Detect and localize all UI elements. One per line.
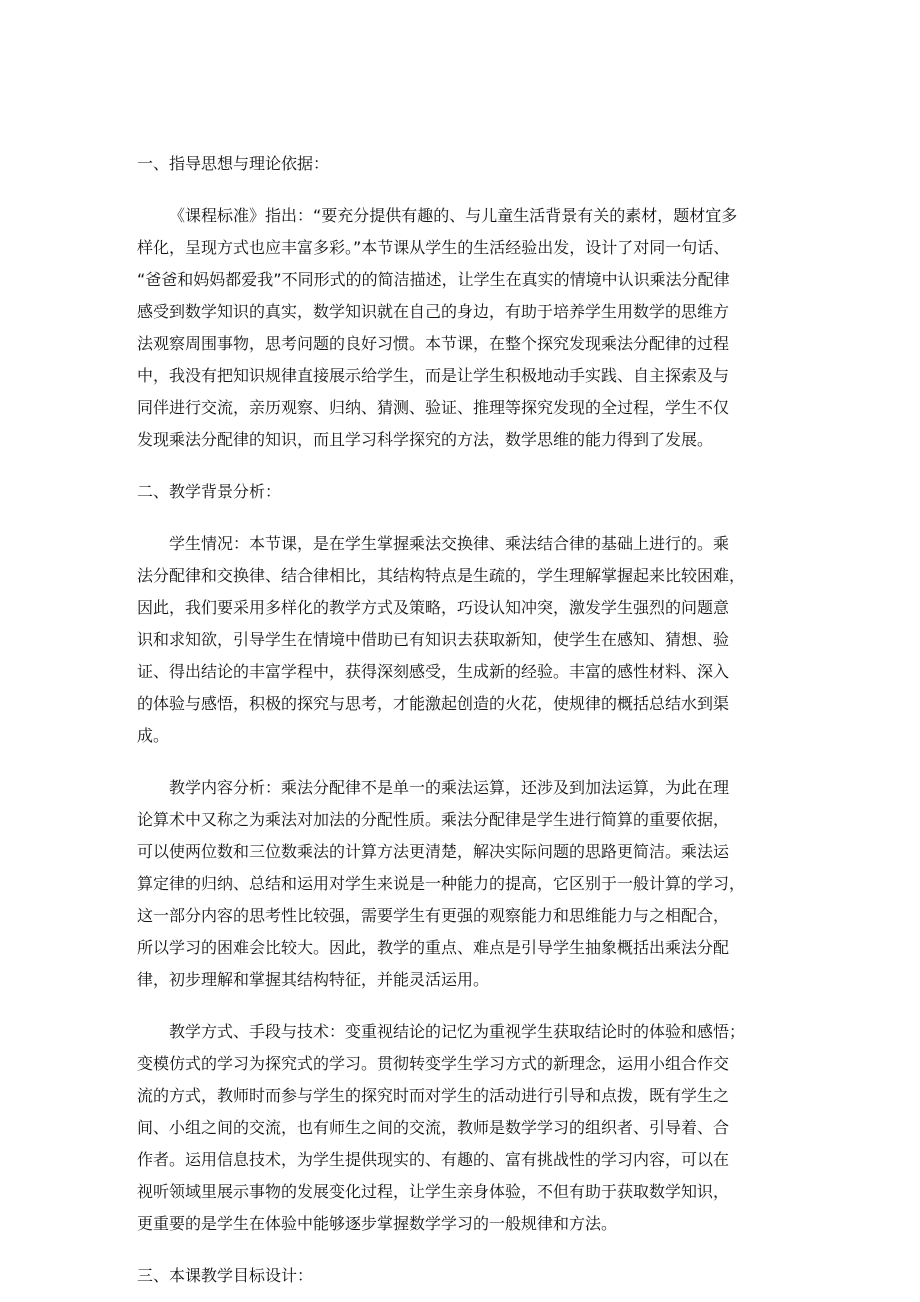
section-heading-2: 二、教学背景分析： — [137, 482, 282, 501]
text-line: 作者。运用信息技术，为学生提供现实的、有趣的、富有挑战性的学习内容，可以在 — [137, 1150, 730, 1169]
paragraph-student-situation — [137, 528, 787, 752]
text-line: 变模仿式的学习为探究式的学习。贯彻转变学生学习方式的新理念，运用小组合作交 — [137, 1054, 730, 1073]
text-line: 教学方式、手段与技术：变重视结论的记忆为重视学生获取结论时的体验和感悟； — [169, 1022, 746, 1041]
paragraph-content-analysis — [137, 772, 787, 996]
section-heading-3: 三、本课教学目标设计： — [137, 1266, 314, 1285]
text-line: 视听领域里展示事物的发展变化过程，让学生亲身体验，不但有助于获取数学知识， — [137, 1182, 730, 1201]
text-line: “爸爸和妈妈都爱我”不同形式的的简洁描述，让学生在真实的情境中认识乘法分配律 — [137, 270, 730, 289]
text-line: 学生情况：本节课，是在学生掌握乘法交换律、乘法结合律的基础上进行的。乘 — [169, 534, 730, 553]
text-line: 间、小组之间的交流，也有师生之间的交流，教师是数学学习的组织者、引导着、合 — [137, 1118, 730, 1137]
paragraph-curriculum-standard — [137, 200, 787, 456]
text-line: 《课程标准》指出：“要充分提供有趣的、与儿童生活背景有关的素材，题材宜多 — [169, 206, 738, 225]
text-line: 成。 — [137, 726, 170, 745]
text-line: 法分配律和交换律、结合律相比，其结构特点是生疏的，学生理解掌握起来比较困难， — [137, 566, 746, 585]
text-line: 因此，我们要采用多样化的教学方式及策略，巧设认知冲突，激发学生强烈的问题意 — [137, 598, 730, 617]
section-heading-1: 一、指导思想与理论依据： — [137, 154, 330, 173]
text-line: 可以使两位数和三位数乘法的计算方法更清楚，解决实际问题的思路更简洁。乘法运 — [137, 842, 730, 861]
text-line: 教学内容分析：乘法分配律不是单一的乘法运算，还涉及到加法运算，为此在理 — [169, 778, 730, 797]
text-line: 样化，呈现方式也应丰富多彩。”本节课从学生的生活经验出发，设计了对同一句话、 — [137, 238, 730, 257]
text-line: 的体验与感悟，积极的探究与思考，才能激起创造的火花，使规律的概括总结水到渠 — [137, 694, 730, 713]
text-line: 发现乘法分配律的知识，而且学习科学探究的方法，数学思维的能力得到了发展。 — [137, 430, 714, 449]
text-line: 律，初步理解和掌握其结构特征，并能灵活运用。 — [137, 970, 490, 989]
text-line: 识和求知欲，引导学生在情境中借助已有知识去获取新知，使学生在感知、猜想、验 — [137, 630, 730, 649]
text-line: 论算术中又称之为乘法对加法的分配性质。乘法分配律是学生进行简算的重要依据， — [137, 810, 730, 829]
text-line: 感受到数学知识的真实，数学知识就在自己的身边，有助于培养学生用数学的思维方 — [137, 302, 730, 321]
text-line: 这一部分内容的思考性比较强，需要学生有更强的观察能力和思维能力与之相配合， — [137, 906, 730, 925]
text-line: 中，我没有把知识规律直接展示给学生，而是让学生积极地动手实践、自主探索及与 — [137, 366, 730, 385]
text-line: 证、得出结论的丰富学程中，获得深刻感受，生成新的经验。丰富的感性材料、深入 — [137, 662, 730, 681]
document-page — [137, 148, 787, 1292]
text-line: 法观察周围事物，思考问题的良好习惯。本节课，在整个探究发现乘法分配律的过程 — [137, 334, 730, 353]
text-line: 流的方式，教师时而参与学生的探究时而对学生的活动进行引导和点拨，既有学生之 — [137, 1086, 730, 1105]
text-line: 所以学习的困难会比较大。因此，教学的重点、难点是引导学生抽象概括出乘法分配 — [137, 938, 730, 957]
text-line: 更重要的是学生在体验中能够逐步掌握数学学习的一般规律和方法。 — [137, 1214, 618, 1233]
text-line: 同伴进行交流，亲历观察、归纳、猜测、验证、推理等探究发现的全过程，学生不仅 — [137, 398, 730, 417]
paragraph-teaching-methods — [137, 1016, 787, 1240]
text-line: 算定律的归纳、总结和运用对学生来说是一种能力的提高，它区别于一般计算的学习， — [137, 874, 746, 893]
